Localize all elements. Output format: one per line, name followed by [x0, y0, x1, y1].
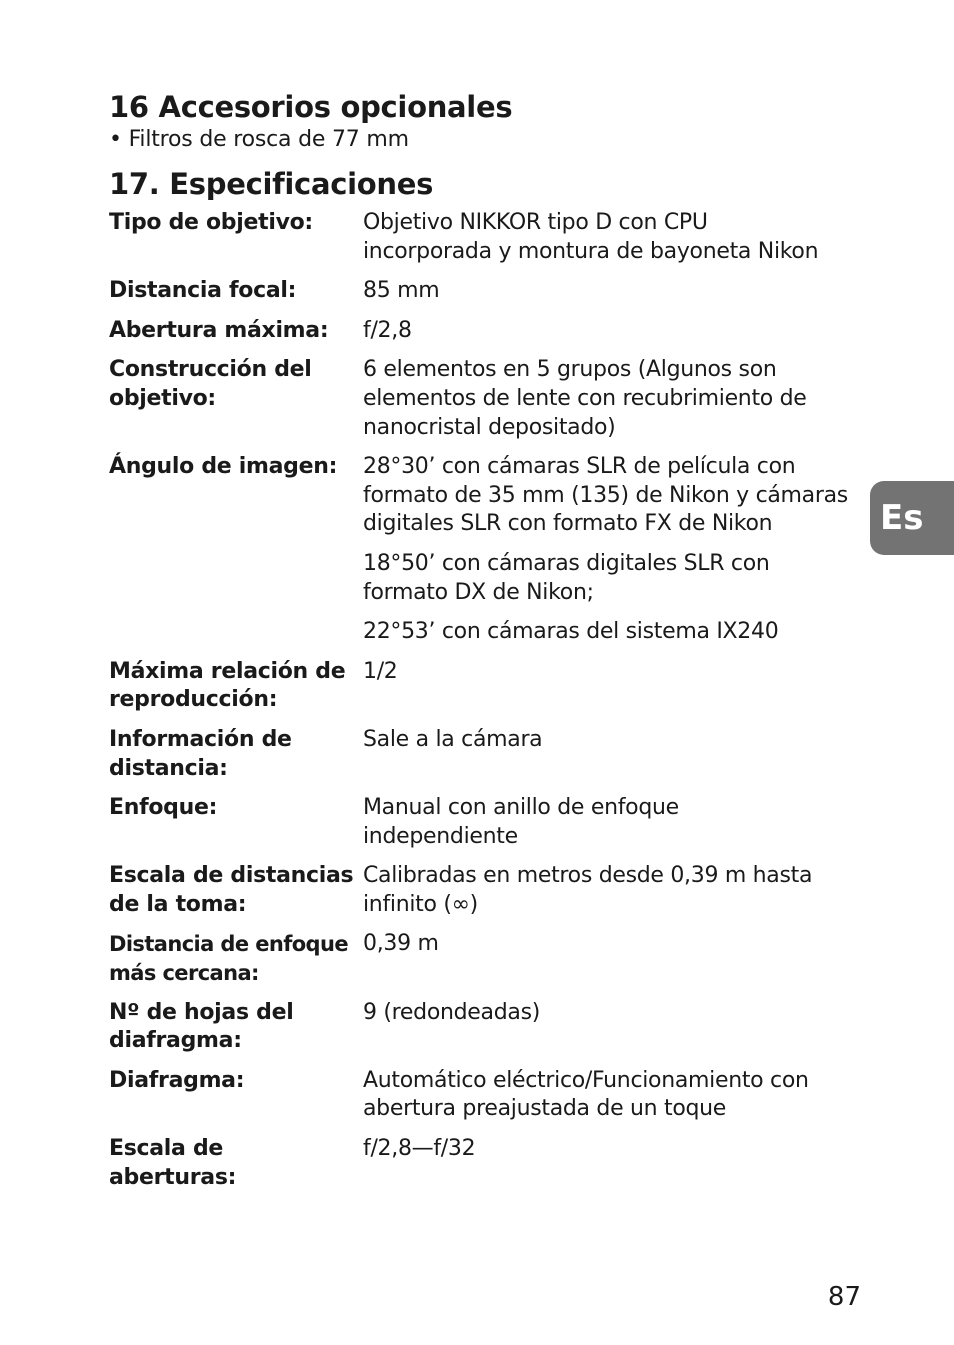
spec-label: Nº de hojas del diafragma: — [109, 999, 294, 1054]
spec-value: 28°30’ con cámaras SLR de película con formato de 35 mm (135) de Nikon y cámaras digitales SLR con formato FX de Nikon — [363, 454, 848, 537]
spec-label: Diafragma: — [109, 1067, 245, 1093]
accessories-heading: 16 Accesorios opcionales — [109, 90, 513, 124]
spec-value: 22°53’ con cámaras del sistema IX240 — [363, 619, 779, 645]
spec-values — [363, 317, 849, 346]
spec-row — [109, 999, 849, 1056]
spec-row — [109, 726, 849, 783]
spec-label: Información de distancia: — [109, 726, 292, 781]
spec-row — [109, 1135, 849, 1192]
spec-value: f/2,8—f/32 — [363, 1136, 476, 1162]
spec-value: 9 (redondeadas) — [363, 999, 541, 1025]
spec-value: Sale a la cámara — [363, 726, 543, 752]
language-tab: Es — [870, 481, 954, 555]
spec-values — [363, 726, 849, 783]
spec-row — [109, 794, 849, 851]
spec-values — [363, 1135, 849, 1192]
specifications-heading: 17. Especificaciones — [109, 167, 434, 201]
spec-row — [109, 862, 849, 919]
spec-label: Distancia focal: — [109, 278, 297, 304]
spec-label: Máxima relación de reproducción: — [109, 658, 346, 713]
spec-row — [109, 317, 849, 346]
spec-row — [109, 930, 849, 987]
spec-label: Tipo de objetivo: — [109, 210, 313, 235]
spec-label: Abertura máxima: — [109, 317, 329, 343]
spec-values — [363, 453, 849, 647]
spec-value: 1/2 — [363, 658, 398, 684]
specifications-table — [109, 209, 849, 1192]
spec-values — [363, 277, 849, 306]
spec-values — [363, 658, 849, 715]
spec-value: 85 mm — [363, 278, 440, 304]
spec-value: Objetivo NIKKOR tipo D con CPU incorporada y montura de bayoneta Nikon — [363, 210, 819, 264]
spec-values — [363, 356, 849, 442]
page-number: 87 — [827, 1282, 861, 1312]
spec-label: Enfoque: — [109, 795, 218, 821]
spec-value: 0,39 m — [363, 931, 439, 957]
spec-value: 18°50’ con cámaras digitales SLR con formato DX de Nikon; — [363, 550, 770, 605]
spec-value: Automático eléctrico/Funcionamiento con abertura preajustada de un toque — [363, 1067, 809, 1122]
spec-row — [109, 209, 849, 266]
spec-values — [363, 862, 849, 919]
spec-value: Manual con anillo de enfoque independiente — [363, 795, 679, 849]
spec-label: Escala de aberturas: — [109, 1136, 237, 1190]
spec-label: Distancia de enfoque más cercana: — [109, 932, 348, 986]
spec-value: 6 elementos en 5 grupos (Algunos son elementos de lente con recubrimiento de nanocristal depositado) — [363, 357, 807, 440]
spec-values — [363, 209, 849, 266]
spec-value: Calibradas en metros desde 0,39 m hasta infinito (∞) — [363, 863, 813, 917]
spec-label: Escala de distancias de la toma: — [109, 863, 354, 917]
spec-row — [109, 1067, 849, 1124]
spec-label: Construcción del objetivo: — [109, 357, 312, 411]
spec-values — [363, 794, 849, 851]
spec-row — [109, 356, 849, 442]
spec-values — [363, 999, 849, 1056]
spec-values — [363, 1067, 849, 1124]
spec-values — [363, 930, 849, 987]
spec-row — [109, 658, 849, 715]
page-content — [109, 88, 849, 1203]
spec-value: f/2,8 — [363, 317, 412, 343]
spec-row — [109, 453, 849, 647]
accessory-item: • Filtros de rosca de 77 mm — [109, 127, 409, 152]
spec-label: Ángulo de imagen: — [109, 454, 338, 480]
spec-row — [109, 277, 849, 306]
